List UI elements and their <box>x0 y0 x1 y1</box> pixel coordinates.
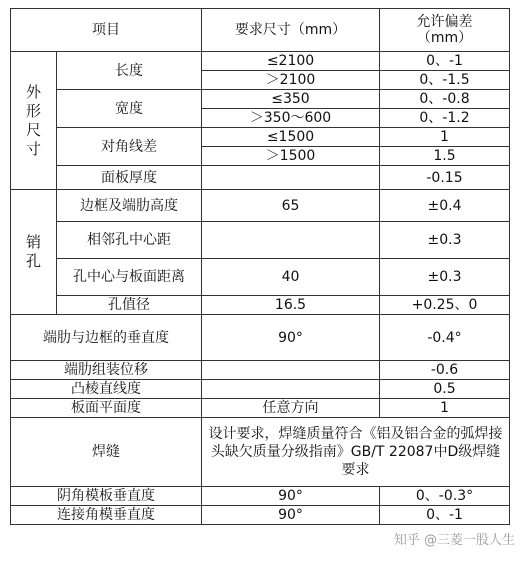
cell-tolerance: 0、-1.5 <box>380 71 510 90</box>
table-row <box>11 315 510 361</box>
table-row <box>11 399 510 418</box>
table-row <box>11 296 510 315</box>
header-size: 要求尺寸（mm） <box>202 9 380 52</box>
row-label-weld: 焊缝 <box>11 418 202 487</box>
cell-tolerance: ±0.4 <box>380 190 510 222</box>
cell-size: 90° <box>202 315 380 361</box>
row-label-flatness: 板面平面度 <box>11 399 202 418</box>
weld-requirement: 设计要求，焊缝质量符合《铝及铝合金的弧焊接头缺欠质量分级指南》GB/T 22087中D级焊缝要求 <box>202 418 510 487</box>
table-row <box>11 487 510 506</box>
cell-tolerance: 1 <box>380 399 510 418</box>
cell-tolerance: 0.5 <box>380 380 510 399</box>
row-label-assembly: 端肋组装位移 <box>11 361 202 380</box>
row-label-length: 长度 <box>57 52 202 90</box>
header-tolerance-line2: （mm） <box>416 30 473 46</box>
cell-size: ＞350～600 <box>202 109 380 128</box>
table-row <box>11 90 510 109</box>
row-label-diagonal: 对角线差 <box>57 128 202 166</box>
row-label-inner-corner: 阴角模板垂直度 <box>11 487 202 506</box>
cell-size <box>202 380 380 399</box>
table-row <box>11 361 510 380</box>
cell-size <box>202 166 380 190</box>
cell-size: ＞2100 <box>202 71 380 90</box>
row-label-panel-thickness: 面板厚度 <box>57 166 202 190</box>
table-row <box>11 259 510 296</box>
table-row <box>11 52 510 71</box>
cell-tolerance: 1.5 <box>380 147 510 166</box>
header-row <box>11 9 510 52</box>
cell-tolerance: -0.15 <box>380 166 510 190</box>
cell-size: ≤1500 <box>202 128 380 147</box>
row-label-hole-distance: 相邻孔中心距 <box>57 222 202 259</box>
table-row <box>11 222 510 259</box>
cell-size: ＞1500 <box>202 147 380 166</box>
cell-tolerance: 0、-0.3° <box>380 487 510 506</box>
cell-tolerance: 0、-1.2 <box>380 109 510 128</box>
group-outer-label: 外 形 尺 寸 <box>25 82 41 158</box>
cell-size: ≤2100 <box>202 52 380 71</box>
table-row <box>11 166 510 190</box>
tolerance-table <box>10 8 510 525</box>
group-pin-hole <box>11 190 57 315</box>
cell-size <box>202 222 380 259</box>
cell-tolerance: +0.25、0 <box>380 296 510 315</box>
header-tolerance <box>380 9 510 52</box>
cell-tolerance: 0、-0.8 <box>380 90 510 109</box>
cell-tolerance: ±0.3 <box>380 222 510 259</box>
row-label-width: 宽度 <box>57 90 202 128</box>
table-row <box>11 380 510 399</box>
row-label-frame-height: 边框及端肋高度 <box>57 190 202 222</box>
row-label-hole-diameter: 孔值径 <box>57 296 202 315</box>
cell-tolerance: -0.6 <box>380 361 510 380</box>
cell-size <box>202 361 380 380</box>
cell-size: ≤350 <box>202 90 380 109</box>
cell-tolerance: 0、-1 <box>380 506 510 525</box>
watermark: 知乎 @三菱一股人生 <box>393 533 515 548</box>
row-label-hole-center: 孔中心与板面距离 <box>57 259 202 296</box>
cell-tolerance: ±0.3 <box>380 259 510 296</box>
cell-size: 90° <box>202 487 380 506</box>
table-row <box>11 128 510 147</box>
row-label-connecting-corner: 连接角模垂直度 <box>11 506 202 525</box>
group-outer-dimensions <box>11 52 57 190</box>
table-row <box>11 506 510 525</box>
cell-size: 65 <box>202 190 380 222</box>
row-label-ridge: 凸棱直线度 <box>11 380 202 399</box>
header-tolerance-line1: 允许偏差 <box>416 14 473 30</box>
group-pin-label: 销 孔 <box>25 233 41 270</box>
row-label-perpendicularity: 端肋与边框的垂直度 <box>11 315 202 361</box>
table-row <box>11 418 510 487</box>
table-row <box>11 190 510 222</box>
cell-size: 40 <box>202 259 380 296</box>
cell-tolerance: 0、-1 <box>380 52 510 71</box>
cell-size: 90° <box>202 506 380 525</box>
cell-tolerance: -0.4° <box>380 315 510 361</box>
cell-size: 任意方向 <box>202 399 380 418</box>
cell-tolerance: 1 <box>380 128 510 147</box>
header-item: 项目 <box>11 9 202 52</box>
cell-size: 16.5 <box>202 296 380 315</box>
